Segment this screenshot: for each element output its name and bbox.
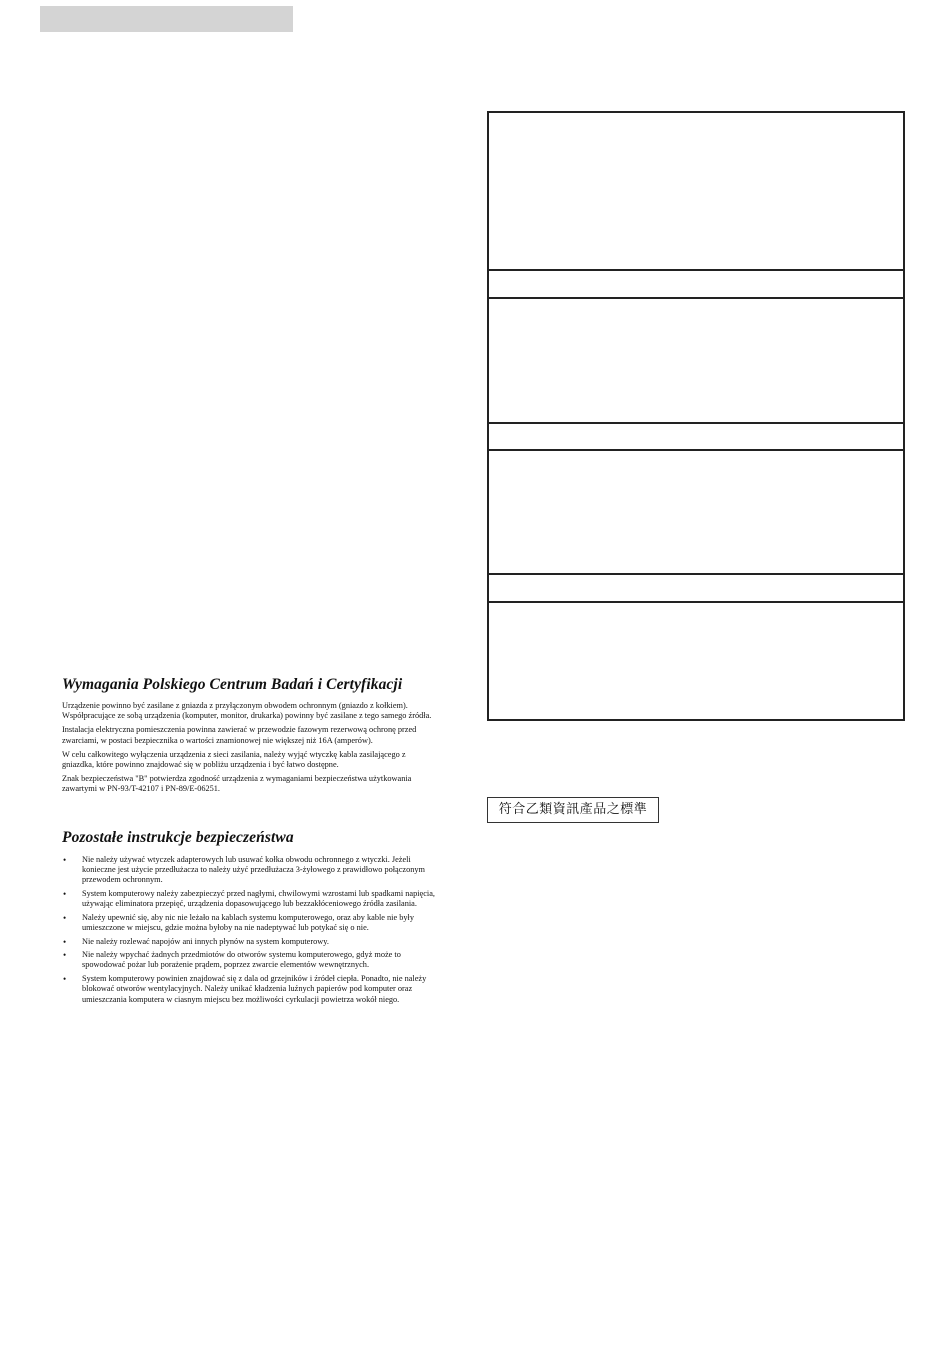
- table-divider: [489, 297, 903, 299]
- bullet-icon: •: [63, 974, 67, 985]
- other-safety-title: Pozostałe instrukcje bezpieczeństwa: [62, 828, 294, 846]
- bullet-icon: •: [63, 950, 67, 961]
- list-item: [62, 950, 436, 970]
- list-item-text: Należy upewnić się, aby nic nie leżało na kablach systemu komputerowego, oraz aby kable nie były umieszczone w miejscu, gdzie można byłoby na nie nadeptywać lub potykać się o nie.: [82, 912, 414, 932]
- polish-requirements-column: [62, 676, 436, 1008]
- polish-paragraph-4: Znak bezpieczeństwa "B" potwierdza zgodność urządzenia z wymaganiami bezpieczeństwa użytkowania zawartymi w PN-93/T-42107 i PN-89/E-06251.: [62, 774, 412, 794]
- list-item-text: System komputerowy należy zabezpieczyć przed nagłymi, chwilowymi wzrostami lub spadkami napięcia, używając eliminatora przepięć, urządzenia dopasowującego lub bezzakłóceniowego źródła zasilania.: [82, 888, 435, 908]
- polish-paragraph-3: W celu całkowitego wyłączenia urządzenia z sieci zasilania, należy wyjąć wtyczkę kabla zasilającego z gniazdka, które powinno znajdować się w pobliżu urządzenia i być łatwo dostępne.: [62, 749, 406, 770]
- table-divider: [489, 269, 903, 271]
- bullet-icon: •: [63, 888, 67, 899]
- list-item: [62, 937, 436, 947]
- table-divider: [489, 573, 903, 575]
- table-divider: [489, 601, 903, 603]
- list-item: [62, 855, 436, 886]
- polish-paragraph-2: Instalacja elektryczna pomieszczenia powinna zawierać w przewodzie fazowym rezerwową ochronę przed zwarciami, w postaci bezpiecznika o wartości znamionowej nie większej niż 16A (amperów).: [62, 725, 417, 745]
- table-divider: [489, 422, 903, 424]
- bsmi-certification-label: 符合乙類資訊產品之標準: [487, 797, 659, 823]
- safety-instructions-list: [62, 855, 436, 1005]
- list-item-text: Nie należy rozlewać napojów ani innych płynów na system komputerowy.: [82, 936, 329, 946]
- list-item: [62, 974, 436, 1005]
- polish-paragraph-1: Urządzenie powinno być zasilane z gniazda z przyłączonym obwodem ochronnym (gniazdo z kołkiem). Współpracujące ze sobą urządzenia (komputer, monitor, drukarka) powinny być zasilane z tego samego źródła.: [62, 701, 432, 721]
- polish-section-title: Wymagania Polskiego Centrum Badań i Certyfikacji: [62, 676, 403, 693]
- list-item-text: Nie należy wpychać żadnych przedmiotów do otworów systemu komputerowego, gdyż może to spowodować pożar lub porażenie prądem, poprzez zwarcie elementów wewnętrznych.: [82, 950, 401, 970]
- empty-bordered-table: [487, 111, 905, 721]
- bullet-icon: •: [63, 936, 67, 947]
- header-bar: [40, 6, 293, 32]
- list-item: [62, 889, 436, 909]
- list-item-text: Nie należy używać wtyczek adapterowych lub usuwać kołka obwodu ochronnego z wtyczki. Jeżeli konieczne jest użycie przedłużacza to należy użyć przedłużacza 3-żyłowego z prawidłowo połączonym przewodem ochronnym.: [82, 854, 425, 885]
- list-item-text: System komputerowy powinien znajdować się z dala od grzejników i źródeł ciepła. Ponadto, nie należy blokować otworów wentylacyjnych. Należy unikać kładzenia luźnych papierów pod komputer oraz umieszczania komputera w ciasnym miejscu bez możliwości cyrkulacji powietrza wokół niego.: [82, 974, 427, 1004]
- bullet-icon: •: [63, 912, 67, 923]
- list-item: [62, 913, 436, 933]
- bullet-icon: •: [63, 854, 67, 865]
- table-divider: [489, 449, 903, 451]
